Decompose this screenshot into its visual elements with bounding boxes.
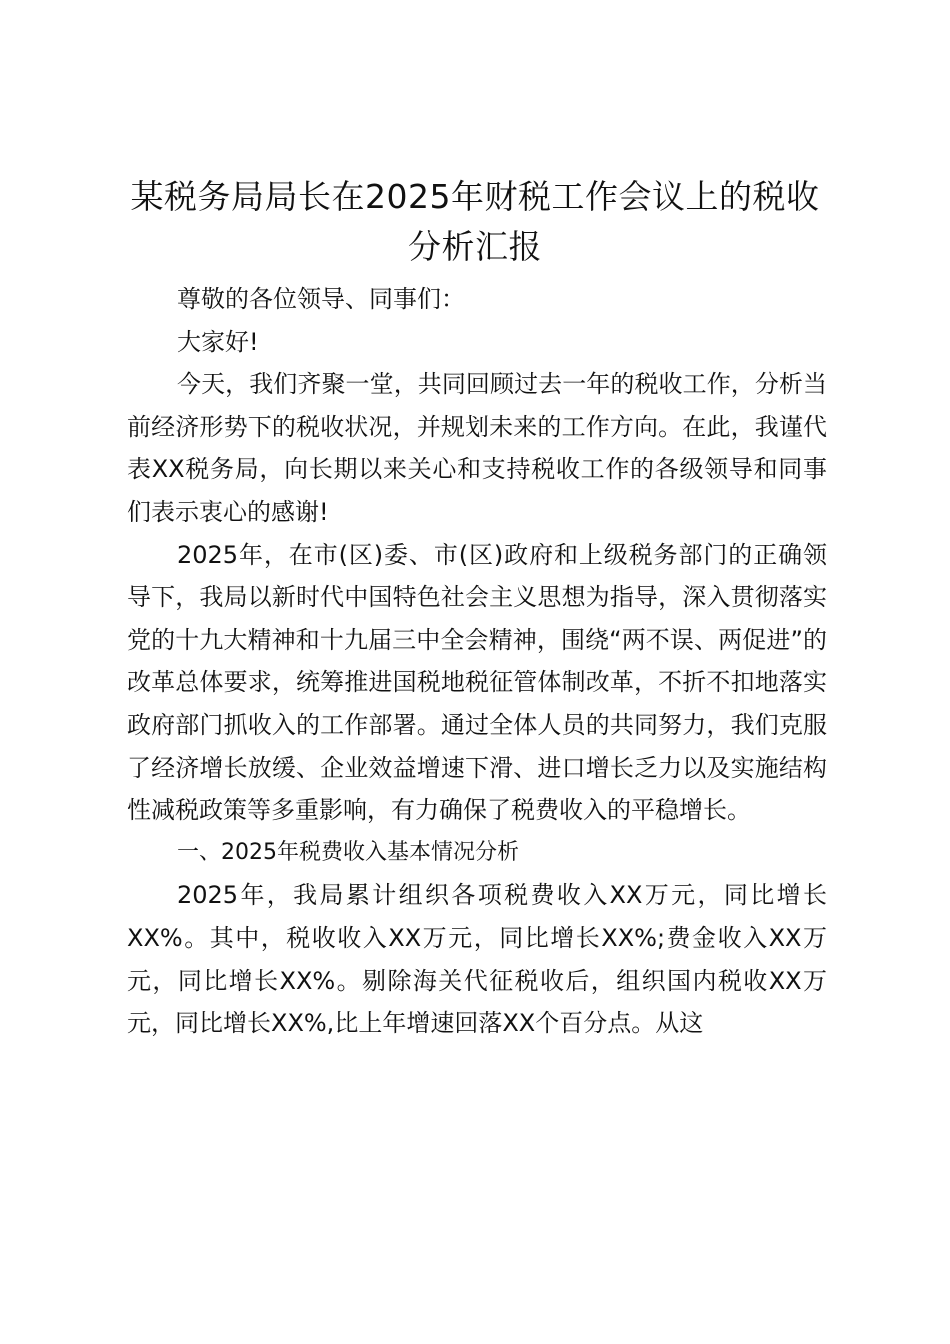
paragraph-overview: 2025年，在市(区)委、市(区)政府和上级税务部门的正确领导下，我局以新时代中国特色社会主义思想为指导，深入贯彻落实党的十九大精神和十九届三中全会精神，围绕“两不误、两促进”的改革总体要求，统筹推进国税地税征管体制改革，不折不扣地落实政府部门抓收入的工作部署。通过全体人员的共同努力，我们克服了经济增长放缓、企业效益增速下滑、进口增长乏力以及实施结构性减税政策等多重影响，有力确保了税费收入的平稳增长。 xyxy=(127,540,827,825)
greeting: 大家好! xyxy=(177,327,259,356)
paragraph-revenue: 2025年，我局累计组织各项税费收入XX万元，同比增长XX%。其中，税收收入XX万元，同比增长XX%;费金收入XX万元，同比增长XX%。剔除海关代征税收后，组织国内税收XX万元，同比增长XX%,比上年增速回落XX个百分点。从这 xyxy=(127,881,827,1038)
salutation: 尊敬的各位领导、同事们： xyxy=(177,285,465,313)
document-title: 某税务局局长在2025年财税工作会议上的税收分析汇报 xyxy=(130,177,820,266)
section-heading: 一、2025年税费收入基本情况分析 xyxy=(177,839,519,865)
paragraph-intro: 今天，我们齐聚一堂，共同回顾过去一年的税收工作，分析当前经济形势下的税收状况，并规划未来的工作方向。在此，我谨代表XX税务局，向长期以来关心和支持税收工作的各级领导和同事们表示衷心的感谢! xyxy=(127,370,827,526)
document-body xyxy=(127,278,827,1045)
